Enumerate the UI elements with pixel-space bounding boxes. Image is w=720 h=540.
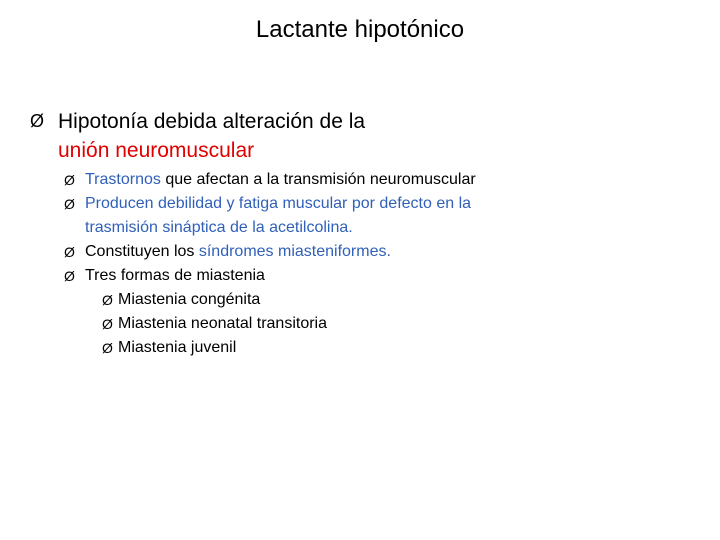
arrow-bullet-icon: Ø xyxy=(64,172,75,188)
sub-bullet-item xyxy=(64,240,484,264)
arrow-bullet-icon: Ø xyxy=(102,340,113,356)
main-bullet-line2: unión neuromuscular xyxy=(58,139,255,162)
sub-bullet-text: Constituyen los xyxy=(85,243,199,260)
arrow-bullet-icon: Ø xyxy=(64,268,75,284)
sub-bullet-text: Tres formas de miastenia xyxy=(85,267,265,284)
sub-bullet-text: que afectan a la transmisión neuromuscular xyxy=(160,171,476,188)
nested-bullet-item xyxy=(102,288,484,312)
arrow-bullet-icon: Ø xyxy=(102,292,113,308)
sub-bullet-item xyxy=(64,192,484,240)
arrow-bullet-icon: Ø xyxy=(64,196,75,212)
slide-title: Lactante hipotónico xyxy=(255,16,465,43)
main-bullet-line1: Hipotonía debida alteración de la xyxy=(58,110,366,133)
sub-bullet-list xyxy=(64,168,484,360)
arrow-bullet-icon: Ø xyxy=(64,244,75,260)
nested-bullet-text: Miastenia juvenil xyxy=(118,339,237,356)
main-bullet xyxy=(30,107,450,165)
nested-bullet-item xyxy=(102,312,484,336)
nested-bullet-text: Miastenia neonatal transitoria xyxy=(118,315,328,332)
nested-bullet-list xyxy=(85,288,484,360)
sub-bullet-text: Producen debilidad y fatiga muscular por defecto en la trasmisión sináptica de la acetilcolina. xyxy=(85,195,472,236)
arrow-bullet-icon: Ø xyxy=(30,111,45,131)
nested-bullet-text: Miastenia congénita xyxy=(118,291,261,308)
sub-bullet-item xyxy=(64,264,484,360)
nested-bullet-item xyxy=(102,336,484,360)
sub-bullet-text-highlight: síndromes miasteniformes. xyxy=(198,243,391,260)
sub-bullet-item xyxy=(64,168,484,192)
arrow-bullet-icon: Ø xyxy=(102,316,113,332)
sub-bullet-text-highlight: Trastornos xyxy=(85,171,161,188)
